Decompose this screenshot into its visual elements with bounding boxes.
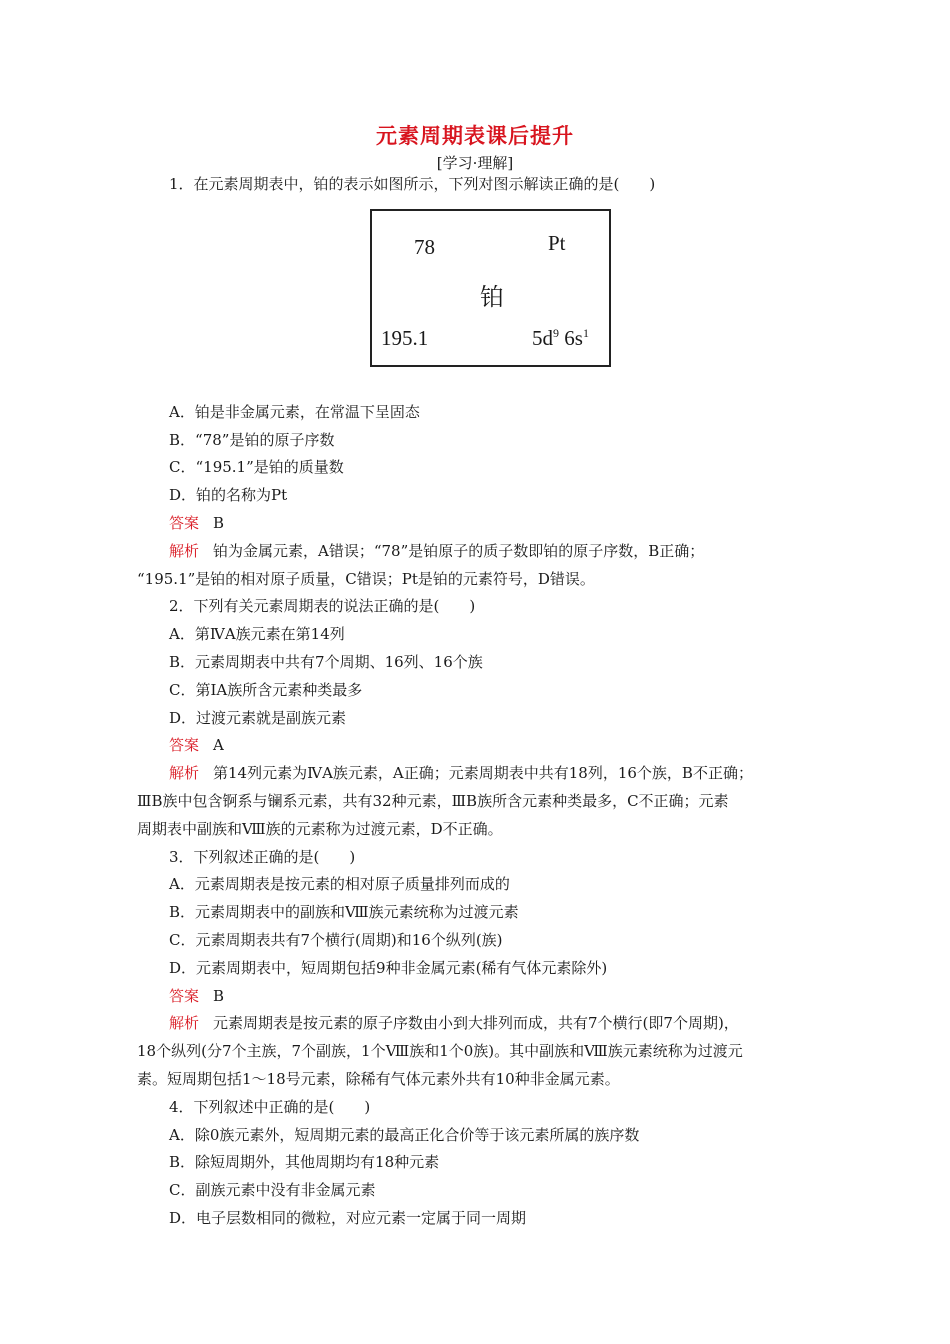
question-1-analysis: [137, 538, 817, 566]
analysis-text: 铂为金属元素，A错误；“78”是铂原子的质子数即铂的原子序数，B正确；: [213, 541, 705, 560]
atomic-mass: 195.1: [381, 325, 429, 350]
answer-value: B: [213, 986, 225, 1005]
question-3-stem: 3．下列叙述正确的是( ): [169, 847, 356, 866]
question-4-option-a: A．除0族元素外，短周期元素的最高正化合价等于该元素所属的族序数: [169, 1125, 640, 1144]
analysis-label: 解析: [169, 541, 200, 560]
config-6s: 6s: [564, 325, 583, 350]
question-3-option-a: A．元素周期表是按元素的相对原子质量排列而成的: [169, 875, 510, 894]
question-4-stem: 4．下列叙述中正确的是( ): [169, 1097, 371, 1116]
question-3-option-b: B．元素周期表中的副族和Ⅷ族元素统称为过渡元素: [169, 903, 519, 922]
question-2-answer: [137, 732, 817, 760]
question-2-option-a: A．第ⅣA族元素在第14列: [169, 625, 345, 644]
electron-configuration: [532, 326, 589, 351]
question-2-option-d: D．过渡元素就是副族元素: [169, 708, 347, 727]
answer-value: B: [213, 513, 225, 532]
question-4-option-c: C．副族元素中没有非金属元素: [169, 1181, 376, 1200]
question-1-option-b: B．“78”是铂的原子序数: [169, 430, 335, 449]
question-1-stem: 1．在元素周期表中，铂的表示如图所示，下列对图示解读正确的是( ): [169, 175, 656, 193]
element-cell-box: [370, 209, 611, 367]
question-1-analysis-cont: “195.1”是铂的相对原子质量，C错误；Pt是铂的元素符号，D错误。: [137, 569, 595, 588]
answer-label: 答案: [169, 986, 200, 1005]
question-1-option-c: C．“195.1”是铂的质量数: [169, 458, 344, 477]
question-3-analysis-cont: 素。短周期包括1～18号元素，除稀有气体元素外共有10种非金属元素。: [137, 1069, 620, 1088]
question-3-answer: [137, 983, 817, 1011]
question-2-analysis-cont: 周期表中副族和Ⅷ族的元素称为过渡元素，D不正确。: [137, 819, 503, 838]
question-2-option-c: C．第ⅠA族所含元素种类最多: [169, 680, 363, 699]
element-name: 铂: [480, 282, 504, 311]
config-5d-sup: 9: [553, 325, 559, 340]
answer-label: 答案: [169, 736, 200, 755]
element-figure: [137, 199, 817, 399]
question-1-option-a: A．铂是非金属元素，在常温下呈固态: [169, 402, 420, 421]
question-3-option-c: C．元素周期表共有7个横行(周期)和16个纵列(族): [169, 930, 503, 949]
page-subtitle: [学习·理解]: [436, 154, 514, 172]
question-3-analysis: [137, 1010, 817, 1038]
question-3-analysis-cont: 18个纵列(分7个主族，7个副族，1个Ⅷ族和1个0族)。其中副族和Ⅷ族元素统称为过渡元: [137, 1042, 743, 1061]
page-title: 元素周期表课后提升: [376, 123, 574, 148]
question-1-option-d: D．铂的名称为Pt: [169, 486, 288, 505]
config-5d: 5d: [532, 325, 553, 350]
element-symbol: Pt: [548, 230, 566, 255]
question-4-option-d: D．电子层数相同的微粒，对应元素一定属于同一周期: [169, 1208, 527, 1227]
analysis-text: 第14列元素为ⅣA族元素，A正确；元素周期表中共有18列，16个族，B不正确；: [213, 764, 753, 783]
config-6s-sup: 1: [582, 325, 589, 340]
document-body: [137, 171, 817, 1233]
answer-label: 答案: [169, 513, 200, 532]
question-4-option-b: B．除短周期外，其他周期均有18种元素: [169, 1153, 440, 1172]
question-3-option-d: D．元素周期表中，短周期包括9种非金属元素(稀有气体元素除外): [169, 958, 608, 977]
question-2-option-b: B．元素周期表中共有7个周期、16列、16个族: [169, 652, 483, 671]
question-2-analysis: [137, 760, 817, 788]
analysis-label: 解析: [169, 764, 200, 783]
atomic-number: 78: [414, 234, 435, 259]
analysis-label: 解析: [169, 1014, 200, 1033]
question-1-answer: [137, 510, 817, 538]
question-2-analysis-cont: ⅢB族中包含锕系与镧系元素，共有32种元素，ⅢB族所含元素种类最多，C不正确；元素: [137, 791, 729, 810]
answer-value: A: [213, 736, 224, 755]
analysis-text: 元素周期表是按元素的原子序数由小到大排列而成，共有7个横行(即7个周期)，: [213, 1014, 739, 1033]
question-2-stem: 2．下列有关元素周期表的说法正确的是( ): [169, 597, 476, 616]
